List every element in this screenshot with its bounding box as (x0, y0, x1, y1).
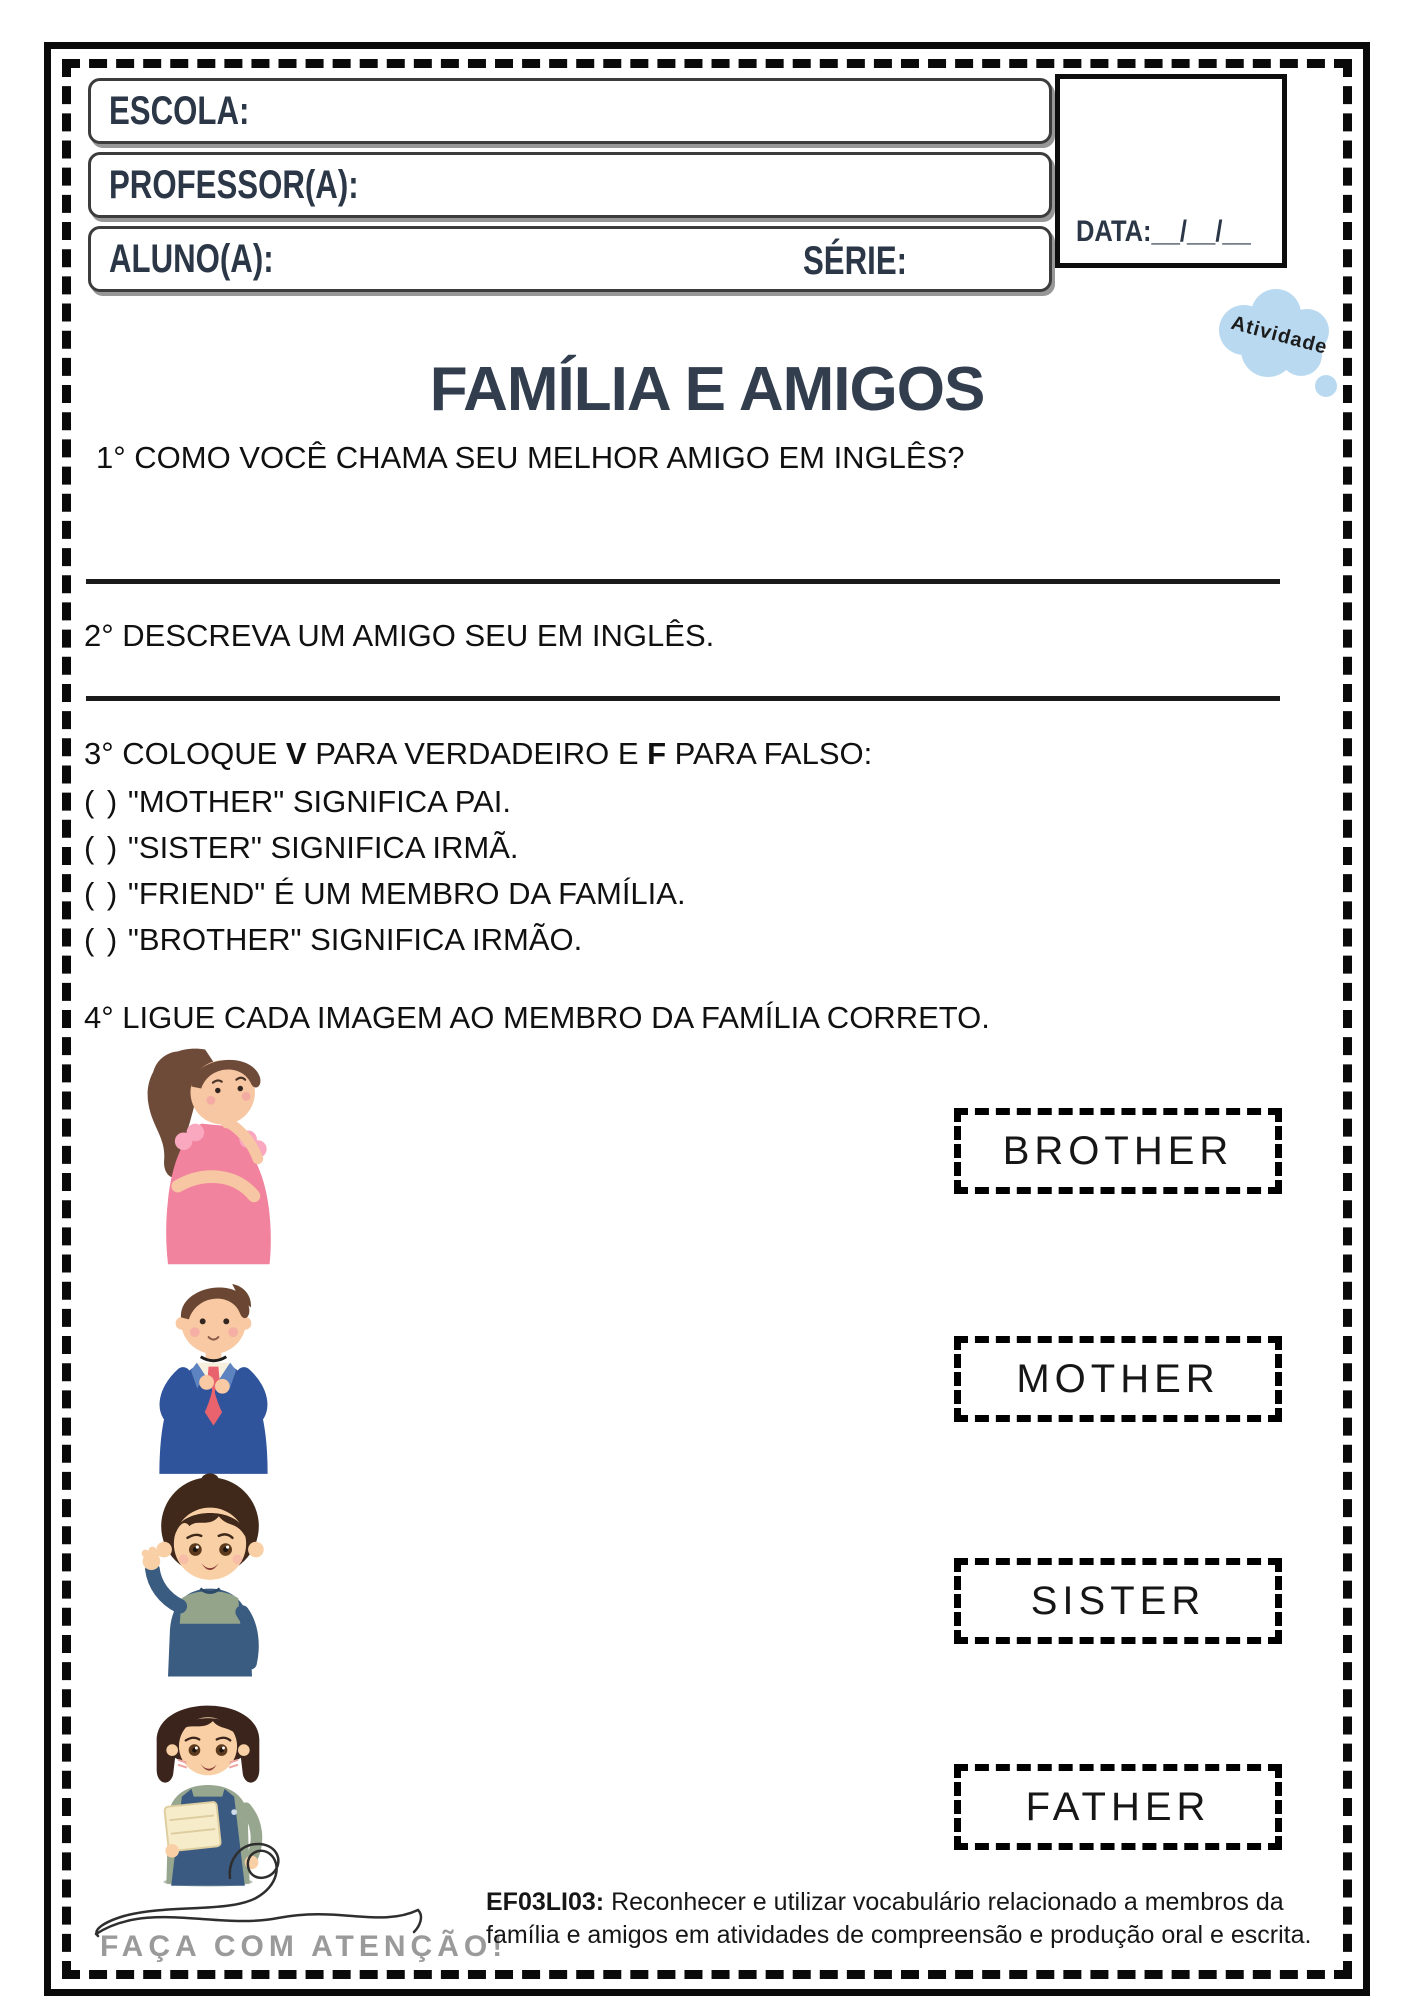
brother-image[interactable] (127, 1469, 293, 1677)
atividade-label: Atividade (1228, 311, 1331, 359)
bncc-skill-description: Reconhecer e utilizar vocabulário relacionado a membros da família e amigos em atividades de compreensão e produção oral e escrita. (486, 1888, 1312, 1949)
father-image[interactable] (122, 1272, 304, 1474)
date-label: DATA:__/__/__ (1076, 215, 1251, 248)
brother-illustration (127, 1469, 293, 1677)
page-title: FAMÍLIA E AMIGOS (429, 355, 985, 424)
match-label-sister: SISTER (1030, 1578, 1206, 1623)
answer-line-q1[interactable] (86, 579, 1280, 584)
student-label: ALUNO(A): (109, 236, 274, 281)
teacher-label: PROFESSOR(A): (109, 162, 359, 207)
question-4-heading: 4° LIGUE CADA IMAGEM AO MEMBRO DA FAMÍLIA CORRETO. (84, 1000, 990, 1035)
attention-note: FAÇA COM ATENÇÃO! (100, 1930, 508, 1963)
match-label-mother: MOTHER (1016, 1356, 1220, 1401)
question-1: 1° COMO VOCÊ CHAMA SEU MELHOR AMIGO EM INGLÊS? (96, 440, 965, 475)
heart-squiggle-doodle (88, 1838, 424, 1944)
true-false-item: ( ) "SISTER" SIGNIFICA IRMÃ. (84, 830, 519, 865)
grade-label: SÉRIE: (803, 239, 908, 283)
mother-image[interactable] (127, 1037, 293, 1265)
match-box-father[interactable] (954, 1764, 1282, 1850)
student-field[interactable] (88, 226, 1052, 292)
answer-line-q2[interactable] (86, 696, 1280, 701)
bncc-skill-code: EF03LI03: (486, 1888, 605, 1916)
match-label-brother: BROTHER (1002, 1128, 1234, 1173)
school-label: ESCOLA: (109, 88, 250, 133)
match-box-sister[interactable] (954, 1558, 1282, 1644)
true-false-item: ( ) "BROTHER" SIGNIFICA IRMÃO. (84, 922, 583, 957)
question-2: 2° DESCREVA UM AMIGO SEU EM INGLÊS. (84, 618, 715, 653)
true-false-blank[interactable]: ( ) (84, 876, 120, 911)
question-3-heading: 3° COLOQUE V PARA VERDADEIRO E F PARA FALSO: (84, 736, 873, 771)
father-illustration (122, 1272, 304, 1474)
match-box-mother[interactable] (954, 1336, 1282, 1422)
true-false-item: ( ) "FRIEND" É UM MEMBRO DA FAMÍLIA. (84, 876, 686, 911)
bncc-skill-text (486, 1886, 1354, 1952)
school-field[interactable] (88, 78, 1052, 144)
true-false-blank[interactable]: ( ) (84, 784, 120, 819)
match-label-father: FATHER (1025, 1784, 1211, 1829)
true-false-blank[interactable]: ( ) (84, 830, 120, 865)
mother-illustration (127, 1037, 293, 1265)
true-false-item: ( ) "MOTHER" SIGNIFICA PAI. (84, 784, 512, 819)
true-false-blank[interactable]: ( ) (84, 922, 120, 957)
date-box[interactable] (1055, 74, 1287, 268)
teacher-field[interactable] (88, 152, 1052, 218)
match-box-brother[interactable] (954, 1108, 1282, 1194)
